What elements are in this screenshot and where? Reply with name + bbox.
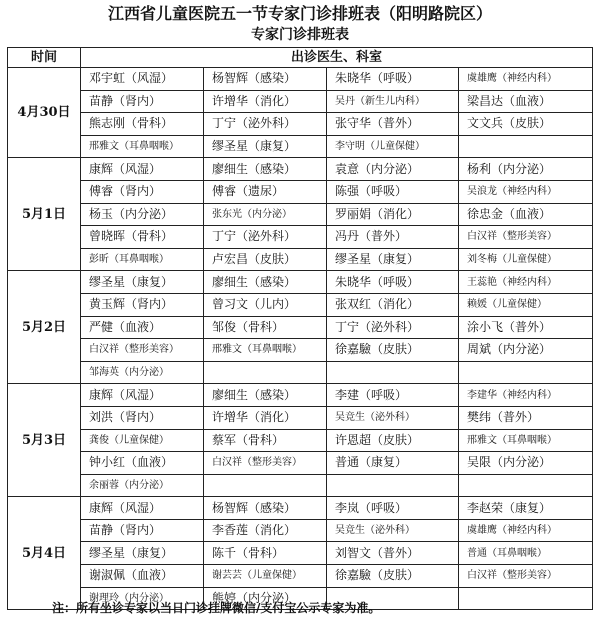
doctor-cell: 傅睿（遗尿） [204,180,327,203]
doctor-cell: 张守华（普外） [327,113,459,136]
doctor-cell: 龚俊（儿童保健） [81,429,204,452]
doctor-cell: 廖细生（感染） [204,271,327,294]
doctor-cell: 白汉祥（整形美容） [81,339,204,362]
header-doctors: 出诊医生、科室 [81,48,593,68]
doctor-cell: 曾晓晖（骨科） [81,226,204,249]
doctor-cell: 吴限（内分泌） [459,452,593,475]
doctor-cell: 朱晓华（呼吸） [327,271,459,294]
doctor-cell: 苗静（肾内） [81,90,204,113]
doctor-cell: 邢雅文（耳鼻咽喉） [81,135,204,158]
doctor-cell [204,361,327,384]
doctor-cell: 许增华（消化） [204,90,327,113]
schedule-row [8,68,593,91]
doctor-cell: 蔡军（骨科） [204,429,327,452]
doctor-cell: 廖细生（感染） [204,158,327,181]
doctor-cell: 白汉祥（整形美容） [459,226,593,249]
doctor-cell [459,474,593,497]
schedule-row [8,452,593,475]
doctor-cell: 杨利（内分泌） [459,158,593,181]
doctor-cell [327,474,459,497]
doctor-cell: 杨智辉（感染） [204,68,327,91]
doctor-cell: 邹俊（骨科） [204,316,327,339]
doctor-cell: 缪圣星（康复） [81,271,204,294]
doctor-cell: 许增华（消化） [204,406,327,429]
footnote: 注：所有坐诊专家以当日门诊挂牌微信/支付宝公示专家为准。 [52,601,381,615]
doctor-cell: 吴竞生（泌外科） [327,519,459,542]
doctor-cell: 谢淑佩（血液） [81,565,204,588]
doctor-cell: 杨玉（内分泌） [81,203,204,226]
schedule-row [8,565,593,588]
doctor-cell: 刘冬梅（儿童保健） [459,248,593,271]
doctor-cell: 吴丹（新生儿内科） [327,90,459,113]
date-cell: 5月2日 [8,271,81,384]
schedule-row [8,406,593,429]
doctor-cell: 普通（康复） [327,452,459,475]
doctor-cell: 张双红（消化） [327,293,459,316]
doctor-cell: 冯丹（普外） [327,226,459,249]
doctor-cell: 李建华（神经内科） [459,384,593,407]
schedule-row [8,542,593,565]
doctor-cell: 袁意（内分泌） [327,158,459,181]
doctor-cell: 缪圣星（康复） [81,542,204,565]
doctor-cell: 白汉祥（整形美容） [204,452,327,475]
doctor-cell: 钟小红（血液） [81,452,204,475]
doctor-cell: 赖媛（儿童保健） [459,293,593,316]
doctor-cell: 王蕊艳（神经内科） [459,271,593,294]
doctor-cell: 吴竞生（泌外科） [327,406,459,429]
schedule-row [8,271,593,294]
doctor-cell: 邹海英（内分泌） [81,361,204,384]
doctor-cell: 傅睿（肾内） [81,180,204,203]
doctor-cell: 卢宏昌（皮肤） [204,248,327,271]
doctor-cell: 康辉（风湿） [81,497,204,520]
schedule-row [8,293,593,316]
doctor-cell: 丁宁（泌外科） [204,113,327,136]
doctor-cell: 熊志刚（骨科） [81,113,204,136]
doctor-cell: 陈千（骨科） [204,542,327,565]
page-title: 江西省儿童医院五一节专家门诊排班表（阳明路院区） [107,4,492,23]
doctor-cell: 周斌（内分泌） [459,339,593,362]
doctor-cell: 丁宁（泌外科） [327,316,459,339]
doctor-cell: 樊纬（普外） [459,406,593,429]
doctor-cell: 李岚（呼吸） [327,497,459,520]
doctor-cell: 普通（耳鼻咽喉） [459,542,593,565]
header-row [8,48,593,68]
doctor-cell [459,361,593,384]
doctor-cell: 邓宇虹（风湿） [81,68,204,91]
doctor-cell: 李赵荣（康复） [459,497,593,520]
doctor-cell: 许恩超（皮肤） [327,429,459,452]
doctor-cell: 涂小飞（普外） [459,316,593,339]
doctor-cell [204,474,327,497]
doctor-cell: 康辉（风湿） [81,384,204,407]
doctor-cell: 朱晓华（呼吸） [327,68,459,91]
doctor-cell: 黄玉辉（肾内） [81,293,204,316]
doctor-cell: 邢雅文（耳鼻咽喉） [459,429,593,452]
doctor-cell: 陈强（呼吸） [327,180,459,203]
doctor-cell: 刘智文（普外） [327,542,459,565]
doctor-cell: 梁昌达（血液） [459,90,593,113]
schedule-row [8,226,593,249]
doctor-cell: 徐嘉驗（皮肤） [327,565,459,588]
schedule-row [8,339,593,362]
schedule-row [8,316,593,339]
date-cell: 5月1日 [8,158,81,271]
doctor-cell: 丁宁（泌外科） [204,226,327,249]
doctor-cell: 张东光（内分泌） [204,203,327,226]
date-cell: 5月4日 [8,497,81,610]
doctor-cell: 彭昕（耳鼻咽喉） [81,248,204,271]
doctor-cell: 谢芸芸（儿童保健） [204,565,327,588]
doctor-cell: 罗丽娟（消化） [327,203,459,226]
schedule-table [7,47,593,610]
doctor-cell: 虞雄鹰（神经内科） [459,519,593,542]
doctor-cell: 徐忠金（血液） [459,203,593,226]
schedule-row [8,429,593,452]
doctor-cell: 谢理玲（内分泌） [81,587,204,610]
schedule-row [8,497,593,520]
doctor-cell: 廖细生（感染） [204,384,327,407]
doctor-cell: 熊婷（内分泌） [204,587,327,610]
doctor-cell: 刘洪（肾内） [81,406,204,429]
doctor-cell: 严健（血液） [81,316,204,339]
schedule-row [8,519,593,542]
schedule-row [8,361,593,384]
doctor-cell: 李守明（儿童保健） [327,135,459,158]
schedule-row [8,248,593,271]
date-cell: 4月30日 [8,68,81,158]
doctor-cell: 虞雄鹰（神经内科） [459,68,593,91]
doctor-cell [459,135,593,158]
doctor-cell: 文文兵（皮肤） [459,113,593,136]
schedule-row [8,180,593,203]
schedule-row [8,474,593,497]
doctor-cell: 邢雅文（耳鼻咽喉） [204,339,327,362]
doctor-cell: 李香莲（消化） [204,519,327,542]
schedule-row [8,135,593,158]
schedule-row [8,90,593,113]
doctor-cell: 徐嘉驗（皮肤） [327,339,459,362]
schedule-row [8,384,593,407]
doctor-cell: 吴浪龙（神经内科） [459,180,593,203]
doctor-cell: 杨智辉（感染） [204,497,327,520]
doctor-cell: 缪圣星（康复） [327,248,459,271]
doctor-cell [327,361,459,384]
page-subtitle: 专家门诊排班表 [251,27,349,43]
schedule-row [8,113,593,136]
schedule-row [8,203,593,226]
doctor-cell [459,587,593,610]
doctor-cell: 白汉祥（整形美容） [459,565,593,588]
schedule-body [8,68,593,610]
doctor-cell: 缪圣星（康复） [204,135,327,158]
schedule-row [8,158,593,181]
doctor-cell: 康辉（风湿） [81,158,204,181]
doctor-cell: 李建（呼吸） [327,384,459,407]
header-time: 时间 [8,48,81,68]
doctor-cell: 曾习文（儿内） [204,293,327,316]
doctor-cell: 余丽蓉（内分泌） [81,474,204,497]
doctor-cell: 苗静（肾内） [81,519,204,542]
date-cell: 5月3日 [8,384,81,497]
